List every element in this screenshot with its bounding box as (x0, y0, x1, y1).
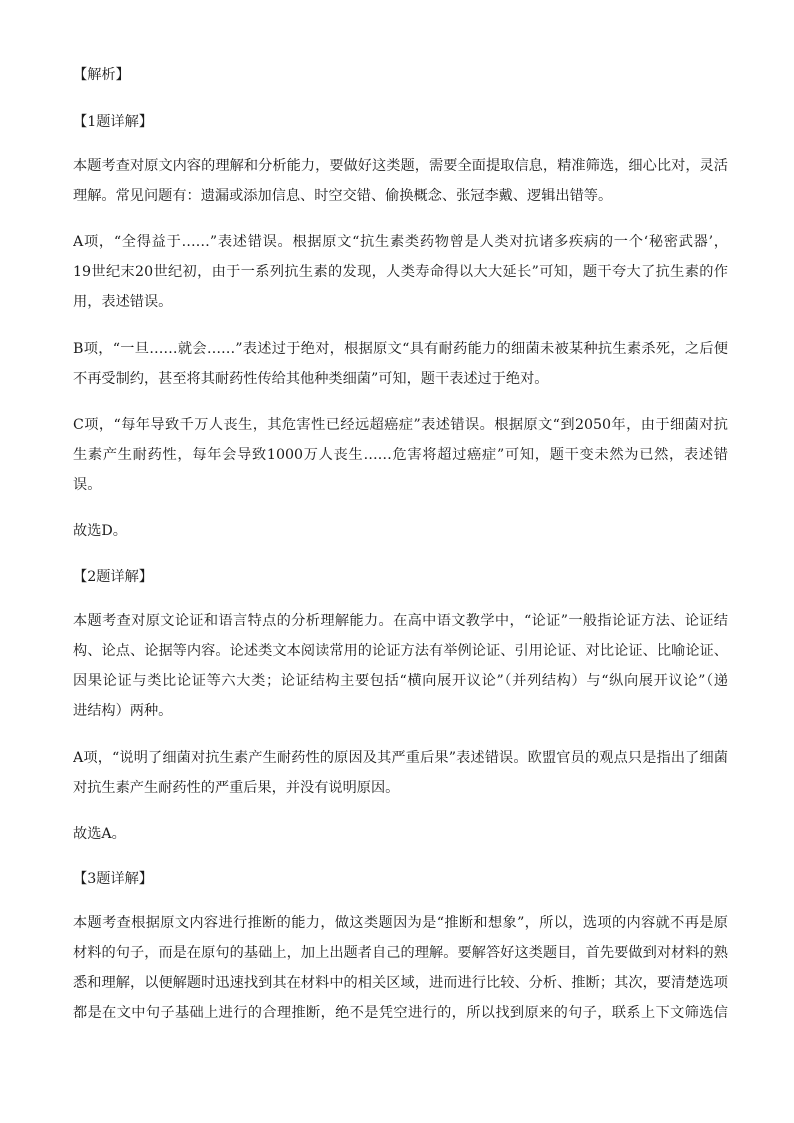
paragraph-line: 构、论点、论据等内容。论述类文本阅读常用的论证方法有举例论证、引用论证、对比论证、比喻论证、 (73, 643, 728, 659)
paragraph-line: 19世纪末20世纪初，由于一系列抗生素的发现，人类寿命得以大大延长”可知，题干夸大了抗生素的作 (73, 264, 728, 280)
q1-intro-paragraph (73, 151, 728, 211)
paragraph-line: 误。 (73, 477, 102, 493)
paragraph-line: 材料的句子，而是在原句的基础上，加上出题者自己的理解。要解答好这类题目，首先要做到对材料的熟 (73, 945, 728, 961)
paragraph-line: 进结构）两种。 (73, 703, 173, 719)
q2-option-a-paragraph (73, 743, 728, 803)
paragraph-line: 本题考查对原文论证和语言特点的分析理解能力。在高中语文教学中，“论证”一般指论证方法、论证结 (73, 613, 728, 629)
paragraph-line: C项，“每年导致千万人丧生，其危害性已经远超癌症”表述错误。根据原文“到2050年，由于细菌对抗 (73, 417, 728, 433)
q1-option-b-paragraph (73, 334, 728, 394)
paragraph-line: 对抗生素产生耐药性的严重后果，并没有说明原因。 (73, 780, 400, 796)
q1-option-a-paragraph (73, 227, 728, 317)
q3-heading: 【3题详解】 (73, 871, 153, 887)
q1-answer (73, 516, 728, 546)
paragraph-line: 不再受制约，甚至将其耐药性传给其他种类细菌”可知，题干表述过于绝对。 (73, 371, 549, 387)
paragraph-line: A项，“说明了细菌对抗生素产生耐药性的原因及其严重后果”表述错误。欧盟官员的观点只是指出了细菌 (73, 750, 728, 766)
q2-heading: 【2题详解】 (73, 569, 153, 585)
section-title: 【解析】 (73, 67, 130, 83)
answer-line: 故选A。 (73, 826, 126, 842)
paragraph-line: 因果论证与类比论证等六大类；论证结构主要包括“横向展开议论”（并列结构）与“纵向展开议论”（递 (73, 673, 728, 689)
answer-line: 故选D。 (73, 523, 127, 539)
paragraph-line: 生素产生耐药性，每年会导致1000万人丧生……危害将超过癌症”可知，题干变未然为已然，表述错 (73, 447, 728, 463)
q3-intro-paragraph (73, 908, 728, 1028)
q2-intro-paragraph (73, 606, 728, 726)
paragraph-line: 本题考查对原文内容的理解和分析能力，要做好这类题，需要全面提取信息，精准筛选，细心比对，灵活 (73, 158, 728, 174)
q1-option-c-paragraph (73, 410, 728, 500)
q1-heading: 【1题详解】 (73, 114, 153, 130)
paragraph-line: 悉和理解，以便解题时迅速找到其在材料中的相关区域，进而进行比较、分析、推断；其次，要清楚选项 (73, 975, 728, 991)
paragraph-line: 本题考查根据原文内容进行推断的能力，做这类题因为是“推断和想象”，所以，选项的内容就不再是原 (73, 915, 728, 931)
q2-answer (73, 819, 728, 849)
paragraph-line: A项，“全得益于……”表述错误。根据原文“抗生素类药物曾是人类对抗诸多疾病的一个‘秘密武器’， (73, 234, 728, 250)
paragraph-line: B项，“一旦……就会……”表述过于绝对，根据原文“具有耐药能力的细菌未被某种抗生素杀死，之后便 (73, 341, 728, 357)
paragraph-line: 用，表述错误。 (73, 294, 173, 310)
paragraph-line: 都是在文中句子基础上进行的合理推断，绝不是凭空进行的，所以找到原来的句子，联系上下文筛选信 (73, 1005, 728, 1021)
paragraph-line: 理解。常见问题有：遗漏或添加信息、时空交错、偷换概念、张冠李戴、逻辑出错等。 (73, 188, 613, 204)
